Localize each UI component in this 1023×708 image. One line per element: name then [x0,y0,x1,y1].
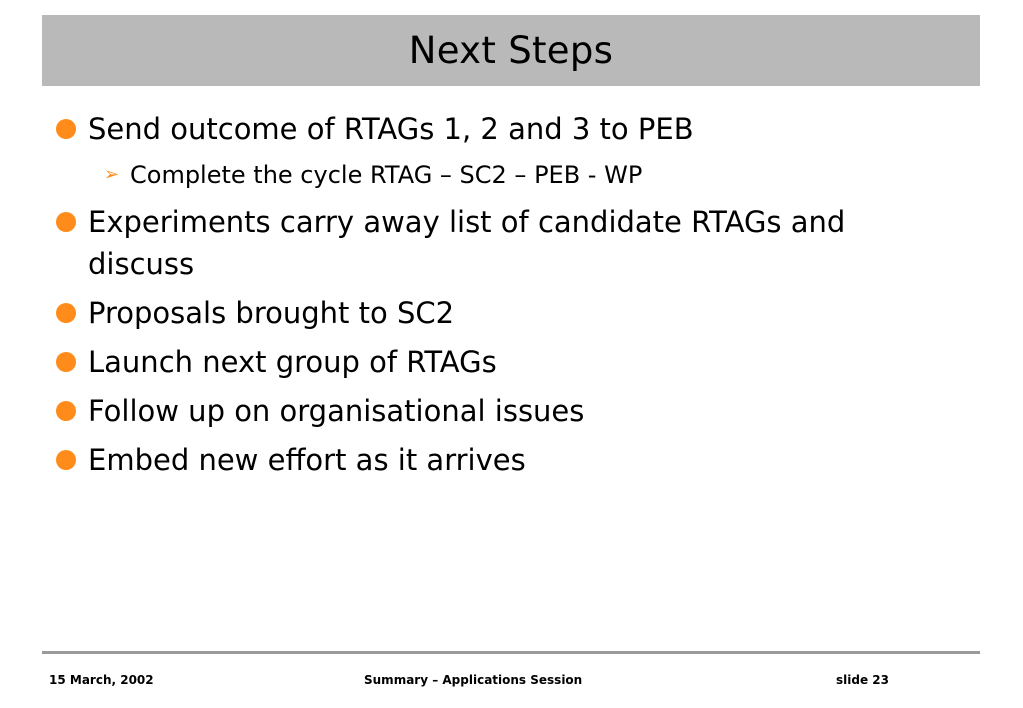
bullet-dot-icon [56,450,76,470]
bullet-text: Send outcome of RTAGs 1, 2 and 3 to PEB [88,112,694,146]
bullet-text: Follow up on organisational issues [88,394,585,428]
footer-slide-number: slide 23 [836,673,889,687]
footer-date: 15 March, 2002 [49,673,154,687]
footer-title: Summary – Applications Session [364,673,583,687]
footer-divider [42,651,980,654]
bullet-dot-icon [56,401,76,421]
bullet-dot-icon [56,352,76,372]
bullet-text: Launch next group of RTAGs [88,345,497,379]
slide-title: Next Steps [408,29,614,72]
arrow-right-icon: ➢ [104,164,120,185]
bullet-text: Experiments carry away list of candidate RTAGs and discuss [88,205,846,281]
bullet-dot-icon [56,119,76,139]
bullet-dot-icon [56,303,76,323]
bullet-text: Embed new effort as it arrives [88,443,526,477]
bullet-dot-icon [56,212,76,232]
sub-bullet-text: Complete the cycle RTAG – SC2 – PEB - WP [130,161,643,189]
bullet-text: Proposals brought to SC2 [88,296,455,330]
